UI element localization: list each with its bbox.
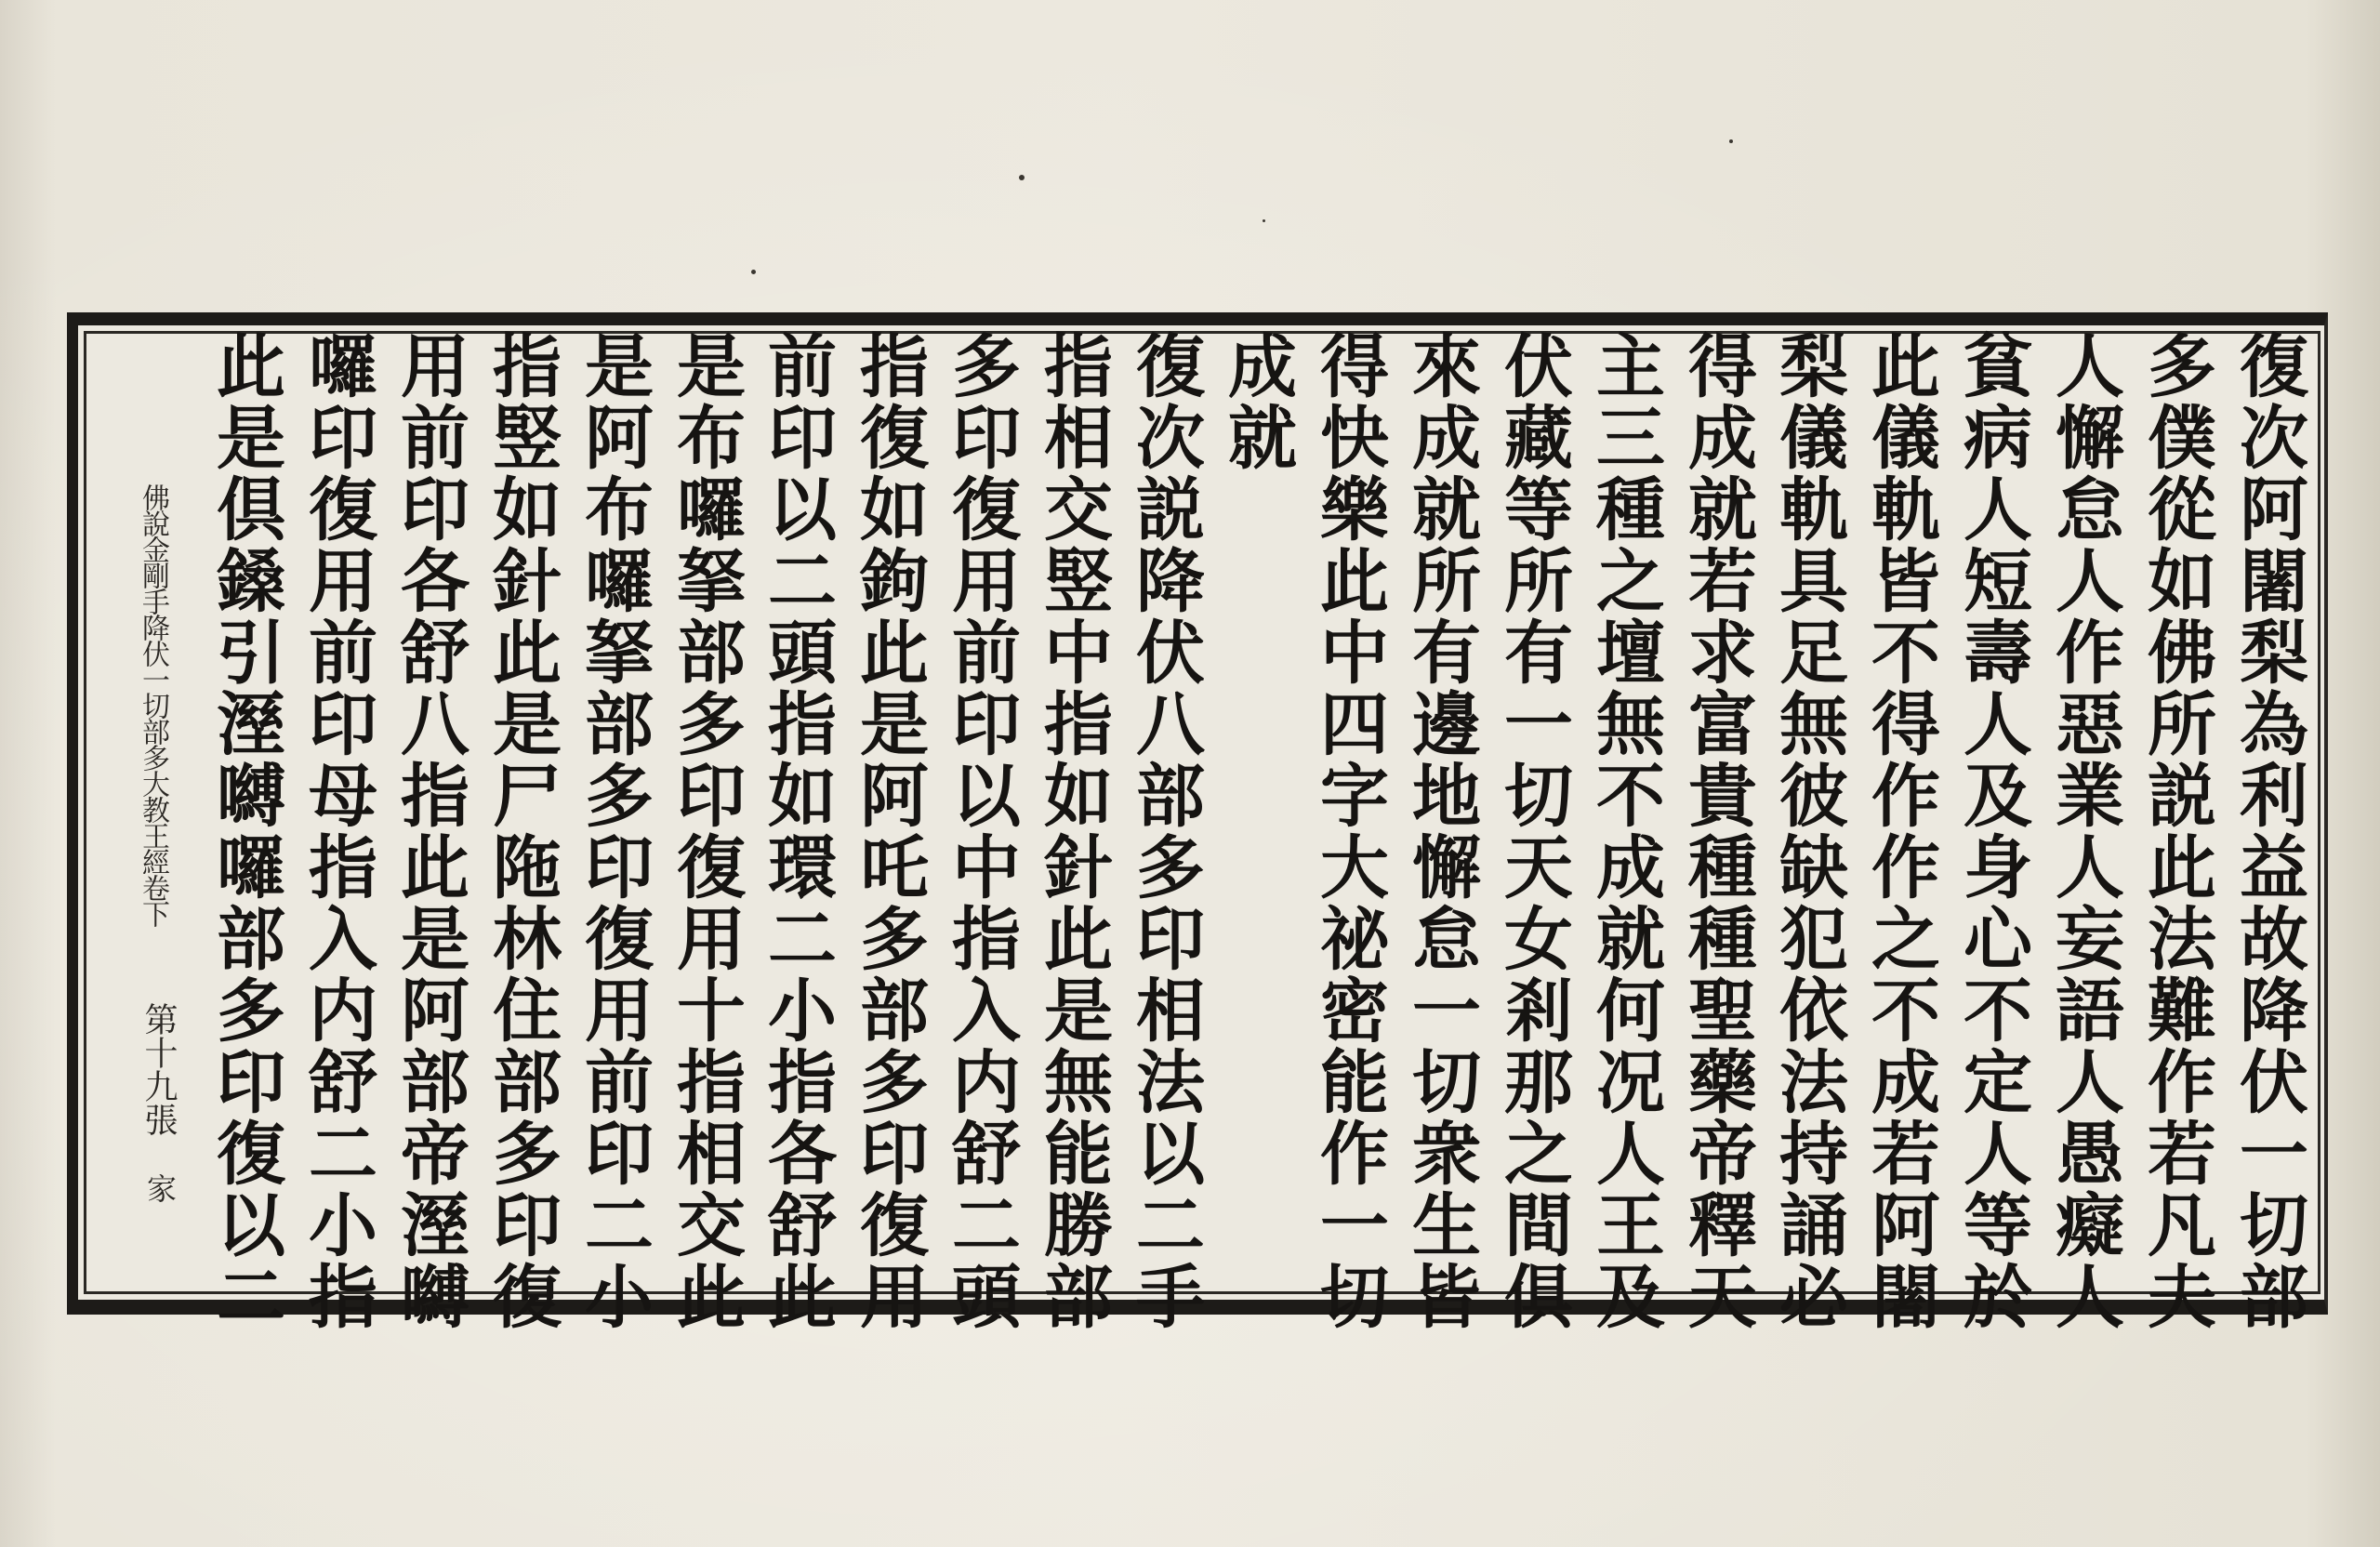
text-column-12: 成就 [1217,330,1297,473]
text-column-17: 前印以二頭指如環二小指各舒此 [757,330,837,1332]
paper-speck [1263,219,1265,222]
text-column-7: 得成就若求富貴種種聖藥帝釋天 [1677,330,1757,1332]
text-column-6: 梨儀軌具足無彼缺犯依法持誦必 [1768,330,1848,1332]
text-column-23: 此是倶鎟引溼嚩囉部多印復以二 [205,330,285,1332]
text-column-11: 得快樂此中四字大祕密能作一切 [1309,330,1389,1332]
text-column-4: 貧病人短壽人及身心不定人等於 [1952,330,2032,1332]
text-column-13: 復次説降伏八部多印相法以二手 [1125,330,1205,1332]
margin-sutra-title: 佛說金剛手降伏一切部多大教王經卷下 [137,483,169,926]
text-column-10: 來成就所有邊地懈怠一切衆生皆 [1401,330,1481,1332]
text-column-22: 囉印復用前印母指入内舒二小指 [298,330,377,1332]
text-column-2: 多僕從如佛所説此法難作若凡夫 [2136,330,2216,1332]
text-column-20: 指竪如針此是尸陁林住部多印復 [482,330,562,1332]
text-column-19: 是阿布囉拏部多印復用前印二小 [574,330,654,1332]
text-column-15: 多印復用前印以中指入内舒二頭 [941,330,1021,1332]
margin-mark: 家 [142,1173,178,1203]
text-column-1: 復次阿闍梨為利益故降伏一切部 [2228,330,2308,1332]
text-column-8: 主三種之壇無不成就何况人王及 [1585,330,1665,1332]
text-column-18: 是布囉拏部多印復用十指相交此 [666,330,746,1332]
text-column-5: 此儀軌皆不得作作之不成若阿闍 [1860,330,1940,1332]
paper-speck [1019,175,1025,180]
paper-speck [751,270,756,274]
margin-page-number: 第十九張 [139,1002,178,1136]
text-column-16: 指復如鉤此是阿吒多部多印復用 [849,330,929,1332]
text-column-14: 指相交竪中指如針此是無能勝部 [1033,330,1113,1332]
text-column-21: 用前印各舒八指此是阿部帝溼嚩 [390,330,469,1332]
text-column-3: 人懈怠人作惡業人妄語人愚癡人 [2044,330,2124,1332]
text-column-9: 伏藏等所有一切天女剎那之間俱 [1493,330,1573,1332]
paper-speck [1729,139,1733,143]
